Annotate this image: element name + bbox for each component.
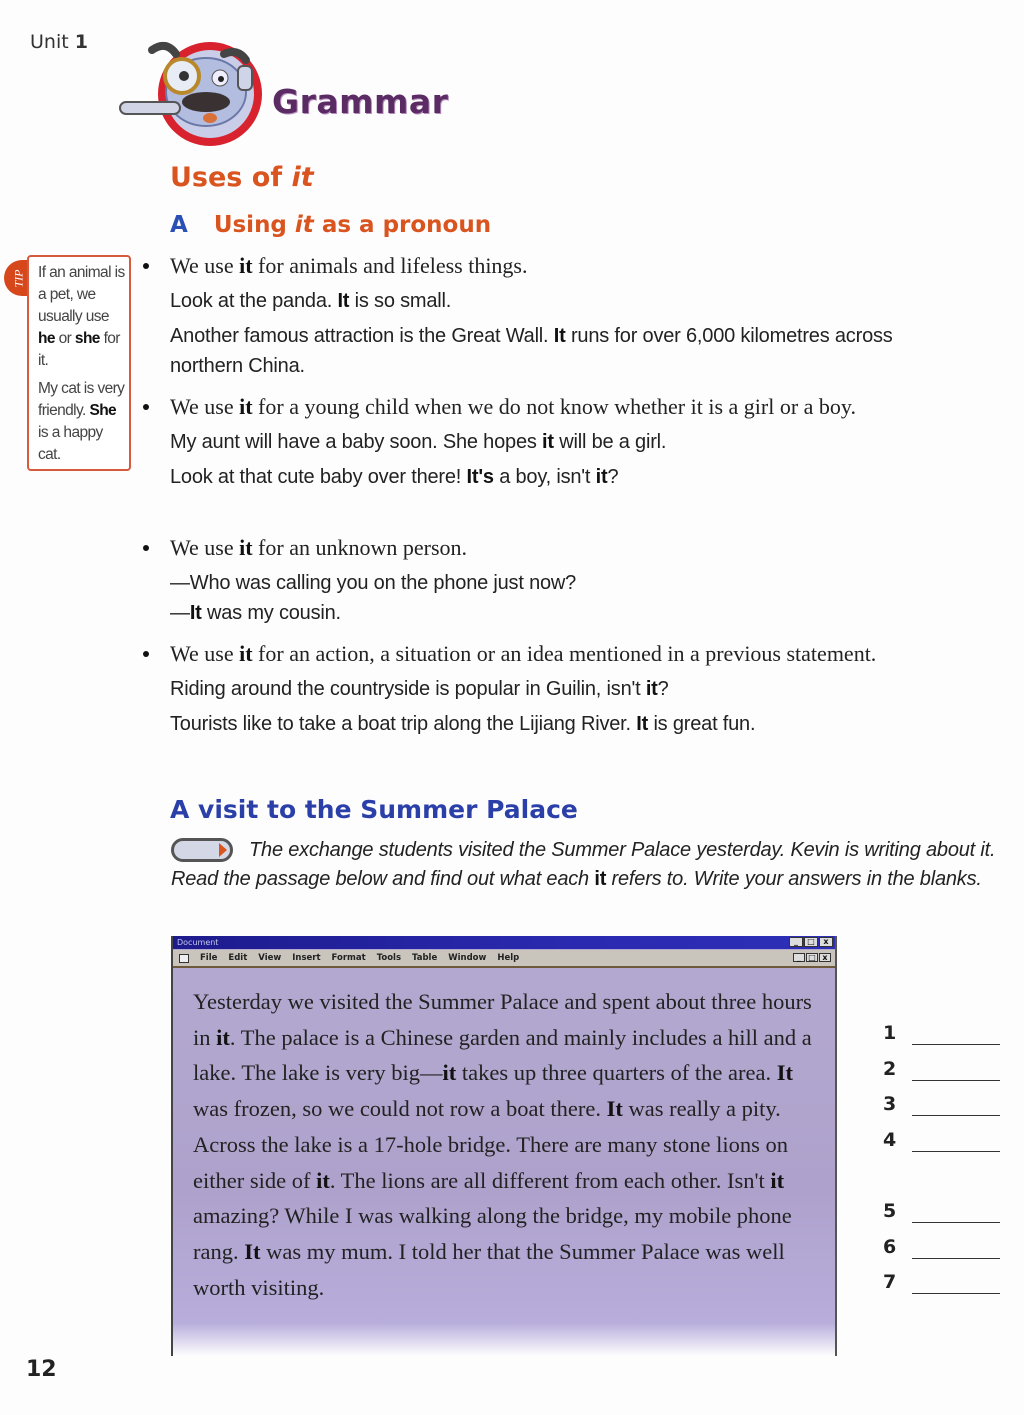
menu-file[interactable]: File: [200, 953, 218, 963]
unit-number: 1: [74, 31, 88, 53]
answer-row: 3: [880, 1093, 1010, 1123]
answer-blank-2[interactable]: [912, 1080, 1000, 1081]
passage-text: . The lions are all different from each other. Isn't: [329, 1167, 771, 1193]
activity-title: A visit to the Summer Palace: [170, 795, 578, 824]
example-sentence: My aunt will have a baby soon. She hopes it will be a girl.: [170, 431, 667, 453]
subsection-letter: A: [170, 212, 188, 238]
subsection-heading: A Using it as a pronoun: [170, 212, 492, 238]
close-button[interactable]: x: [819, 937, 833, 947]
answer-row: 6: [880, 1236, 1010, 1266]
it-reference: it: [216, 1024, 230, 1050]
menu-bar: [173, 950, 835, 968]
answer-row: 4: [880, 1129, 1010, 1159]
answer-blank-6[interactable]: [912, 1258, 1000, 1259]
example-sentence: Tourists like to take a boat trip along the Lijiang River. It is great fun.: [170, 713, 756, 735]
rule-text: We use it for an unknown person.: [140, 533, 980, 563]
it-reference: It: [244, 1238, 261, 1264]
minimize-button[interactable]: _: [789, 937, 803, 947]
menu-edit[interactable]: Edit: [228, 953, 248, 963]
it-reference: It: [776, 1060, 793, 1086]
tip-badge: TIP: [4, 260, 34, 296]
example-sentence: Look at the panda. It is so small.: [170, 290, 452, 312]
it-reference: it: [442, 1060, 457, 1086]
doc-close-button[interactable]: x: [819, 953, 831, 962]
rule-item: [140, 639, 960, 739]
section-label-grammar: Grammar: [272, 82, 449, 121]
document-icon: [179, 954, 189, 963]
menu-window[interactable]: Window: [448, 953, 487, 963]
doc-minimize-button[interactable]: _: [793, 953, 805, 962]
menu-table[interactable]: Table: [412, 953, 438, 963]
answer-blank-3[interactable]: [912, 1115, 1000, 1116]
window-titlebar: [173, 936, 835, 949]
page-title: Uses of it: [170, 162, 314, 193]
tip-text: If an animal is a pet, we usually use he or she for it.: [38, 264, 125, 369]
it-reference: it: [316, 1167, 330, 1193]
rule-text: We use it for a young child when we do not know whether it is a girl or a boy.: [140, 392, 970, 422]
menu-view[interactable]: View: [258, 953, 282, 963]
grammar-detective-dog-icon: [118, 36, 266, 148]
answer-row: 1: [880, 1022, 1010, 1052]
reading-passage: [193, 984, 823, 1305]
menu-help[interactable]: Help: [497, 953, 520, 963]
passage-text: was my mum. I told her that the Summer Palace was well worth visiting.: [193, 1238, 785, 1300]
passage-text: was really a pity. Across the lake is a 17-hole bridge. There are many stone lions on either side of: [193, 1096, 789, 1193]
maximize-button[interactable]: □: [804, 937, 818, 947]
tip-example: My cat is very friendly. She is a happy cat.: [38, 380, 125, 463]
answer-blank-1[interactable]: [912, 1044, 1000, 1045]
answer-row: 7: [880, 1271, 1010, 1301]
menu-format[interactable]: Format: [331, 953, 366, 963]
it-reference: it: [770, 1167, 785, 1193]
answer-row: 5: [880, 1200, 1010, 1230]
example-sentence: Another famous attraction is the Great Wall. It runs for over 6,000 kilometres across northern China.: [170, 325, 893, 377]
rule-text: We use it for animals and lifeless things.: [140, 251, 980, 281]
answer-blank-7[interactable]: [912, 1293, 1000, 1294]
tip-box: [27, 255, 131, 471]
page-number: 12: [26, 1357, 57, 1382]
passage-text: amazing? While I was walking along the bridge, my mobile phone rang.: [193, 1203, 792, 1264]
answer-row: 2: [880, 1058, 1010, 1088]
unit-prefix: Unit: [30, 31, 69, 53]
menu-insert[interactable]: Insert: [292, 953, 321, 963]
answer-blank-4[interactable]: [912, 1151, 1000, 1152]
rule-item: [140, 392, 970, 492]
unit-label: [30, 31, 88, 53]
window-title: Document: [177, 938, 219, 947]
rule-text: We use it for an action, a situation or an idea mentioned in a previous statement.: [140, 639, 960, 669]
activity-instructions: The exchange students visited the Summer Palace yesterday. Kevin is writing about it. Read the passage below and find out what each it refers to. Write your answers in the blanks.: [171, 839, 996, 890]
it-reference: It: [606, 1096, 623, 1122]
example-sentence: Look at that cute baby over there! It's a boy, isn't it?: [170, 466, 619, 488]
doc-maximize-button[interactable]: □: [806, 953, 818, 962]
passage-text: takes up three quarters of the area.: [456, 1060, 777, 1086]
rule-item: [140, 533, 980, 628]
passage-text: Yesterday we visited the Summer Palace and spent about three hours in: [193, 989, 812, 1050]
passage-text: was frozen, so we could not row a boat there.: [193, 1096, 607, 1122]
example-sentence: Riding around the countryside is popular in Guilin, isn't it?: [170, 678, 669, 700]
answer-blank-5[interactable]: [912, 1222, 1000, 1223]
example-dialogue: —Who was calling you on the phone just now?: [170, 572, 577, 594]
rule-item: [140, 251, 980, 381]
example-dialogue: —It was my cousin.: [170, 602, 341, 624]
document-window: [171, 936, 837, 1356]
menu-tools[interactable]: Tools: [376, 953, 402, 963]
passage-text: . The palace is a Chinese garden and mainly includes a hill and a lake. The lake is very big—: [193, 1024, 812, 1086]
